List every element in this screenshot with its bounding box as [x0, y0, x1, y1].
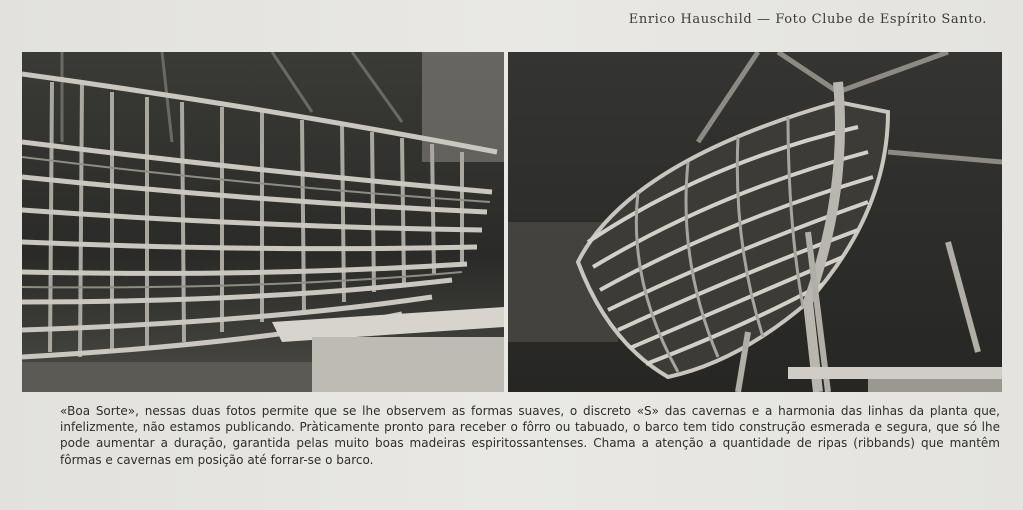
photo-credit: Enrico Hauschild — Foto Clube de Espírito Santo. — [628, 12, 987, 27]
hull-bow-illustration — [508, 52, 1002, 392]
caption-text: «Boa Sorte», nessas duas fotos permite que se lhe observem as formas suaves, o discreto «S» das cavernas e a harmonia das linhas da planta que, infelizmente, não estamos publicando. Pràticamente pronto para receber o fôrro ou tabuado, o barco tem tido construção esmerada e segura, que só lhe pode aumentar a duração, garantida pelas muito boas madeiras espiritossantenses. Chama a atenção a quantidade de ripas (ribbands) que mantêm fôrmas e cavernas em posição até forrar-se o barco. — [60, 404, 1000, 467]
photo-caption — [60, 403, 1000, 468]
hull-side-illustration — [22, 52, 504, 392]
photo-hull-bow — [508, 52, 1002, 392]
photo-hull-side — [22, 52, 504, 392]
